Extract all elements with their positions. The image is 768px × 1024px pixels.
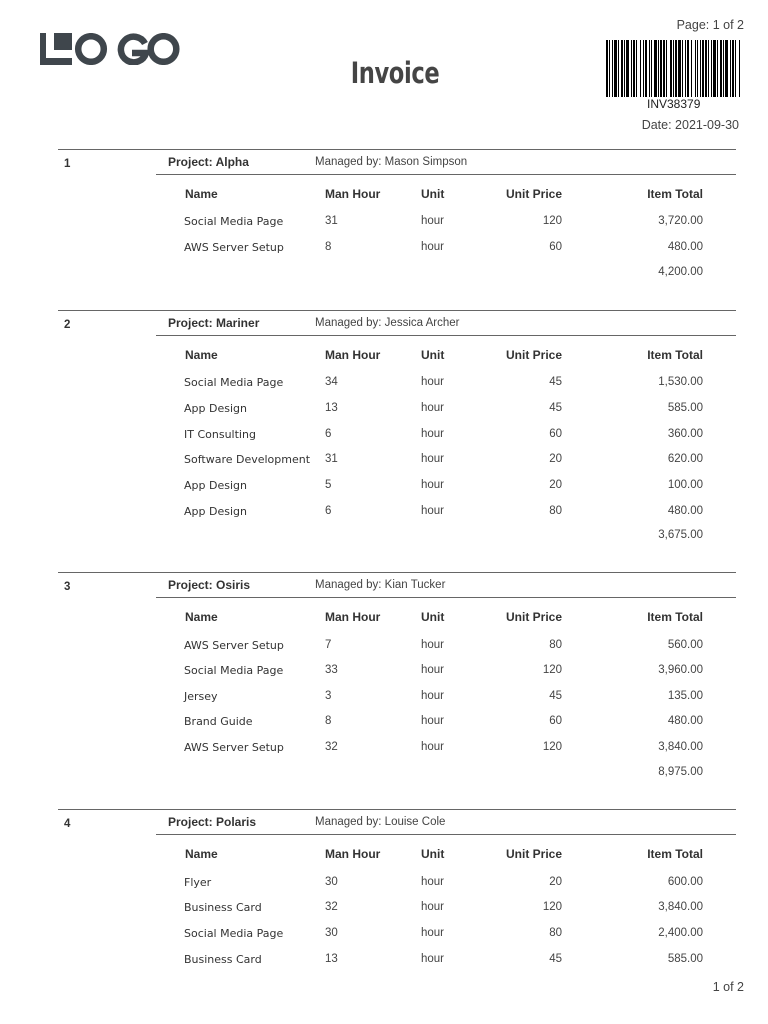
item-unit: hour (421, 376, 445, 388)
item-name: Flyer (184, 876, 212, 889)
project-name: Project: Mariner (168, 316, 260, 330)
item-total: 585.00 (667, 402, 703, 414)
item-unit: hour (421, 428, 445, 440)
page-indicator: Page: 1 of 2 (676, 18, 744, 32)
item-unit: hour (421, 901, 445, 913)
item-man-hour: 32 (325, 901, 338, 913)
item-man-hour: 13 (325, 953, 338, 965)
item-unit-price: 20 (549, 479, 562, 491)
item-name: AWS Server Setup (184, 741, 284, 754)
header-divider (156, 597, 736, 598)
item-total: 480.00 (667, 505, 703, 517)
item-man-hour: 13 (325, 402, 338, 414)
project-subtotal: 4,200.00 (658, 266, 703, 278)
document-title: Invoice (350, 56, 440, 90)
section-divider (58, 572, 736, 573)
item-unit-price: 45 (549, 690, 562, 702)
item-unit: hour (421, 215, 445, 227)
item-total: 480.00 (667, 241, 703, 253)
item-unit-price: 120 (542, 901, 562, 913)
col-header-unit: Unit (421, 187, 445, 201)
col-header-unit-price: Unit Price (505, 847, 562, 861)
item-unit: hour (421, 664, 445, 676)
item-man-hour: 8 (325, 241, 332, 253)
project-name: Project: Osiris (168, 578, 251, 592)
item-unit-price: 45 (549, 953, 562, 965)
item-name: IT Consulting (184, 428, 256, 441)
item-name: Software Development (184, 453, 311, 466)
item-unit: hour (421, 402, 445, 414)
item-unit-price: 60 (549, 241, 562, 253)
item-total: 620.00 (667, 453, 703, 465)
item-total: 3,840.00 (658, 741, 703, 753)
item-man-hour: 31 (325, 453, 338, 465)
footer-page-indicator: 1 of 2 (712, 980, 744, 994)
item-name: App Design (184, 505, 247, 518)
item-total: 600.00 (667, 876, 703, 888)
item-name: Brand Guide (184, 715, 253, 728)
item-man-hour: 5 (325, 479, 332, 491)
item-man-hour: 8 (325, 715, 332, 727)
col-header-item-total: Item Total (647, 847, 703, 861)
item-unit: hour (421, 690, 445, 702)
item-name: AWS Server Setup (184, 241, 284, 254)
item-unit: hour (421, 741, 445, 753)
item-man-hour: 7 (325, 639, 332, 651)
col-header-man-hour: Man Hour (325, 348, 381, 362)
barcode (606, 40, 742, 97)
item-total: 360.00 (667, 428, 703, 440)
item-total: 100.00 (667, 479, 703, 491)
col-header-item-total: Item Total (647, 348, 703, 362)
item-name: Social Media Page (184, 927, 284, 940)
col-header-name: Name (185, 187, 218, 201)
item-unit: hour (421, 505, 445, 517)
project-number: 3 (64, 581, 71, 593)
item-unit: hour (421, 479, 445, 491)
item-total: 135.00 (667, 690, 703, 702)
item-name: Business Card (184, 901, 262, 914)
item-name: Social Media Page (184, 664, 284, 677)
col-header-man-hour: Man Hour (325, 847, 381, 861)
item-name: Business Card (184, 953, 262, 966)
section-divider (58, 149, 736, 150)
item-name: Social Media Page (184, 376, 284, 389)
col-header-unit-price: Unit Price (505, 348, 562, 362)
item-man-hour: 6 (325, 505, 332, 517)
col-header-unit: Unit (421, 610, 445, 624)
item-unit: hour (421, 241, 445, 253)
project-manager: Managed by: Louise Cole (315, 816, 446, 828)
item-unit-price: 20 (549, 876, 562, 888)
item-total: 2,400.00 (658, 927, 703, 939)
item-unit-price: 120 (542, 741, 562, 753)
item-unit-price: 120 (542, 215, 562, 227)
item-unit: hour (421, 639, 445, 651)
project-manager: Managed by: Kian Tucker (315, 579, 446, 591)
item-name: Social Media Page (184, 215, 284, 228)
item-unit-price: 60 (549, 715, 562, 727)
col-header-unit-price: Unit Price (505, 187, 562, 201)
item-total: 3,960.00 (658, 664, 703, 676)
item-name: App Design (184, 479, 247, 492)
item-unit-price: 120 (542, 664, 562, 676)
item-name: AWS Server Setup (184, 639, 284, 652)
col-header-item-total: Item Total (647, 187, 703, 201)
item-unit-price: 60 (549, 428, 562, 440)
item-total: 480.00 (667, 715, 703, 727)
item-man-hour: 33 (325, 664, 338, 676)
item-man-hour: 3 (325, 690, 332, 702)
col-header-man-hour: Man Hour (325, 187, 381, 201)
project-number: 4 (64, 818, 71, 830)
col-header-man-hour: Man Hour (325, 610, 381, 624)
item-unit: hour (421, 876, 445, 888)
project-subtotal: 3,675.00 (658, 529, 703, 541)
col-header-name: Name (185, 348, 218, 362)
col-header-name: Name (185, 610, 218, 624)
col-header-item-total: Item Total (647, 610, 703, 624)
project-manager: Managed by: Jessica Archer (315, 317, 460, 329)
col-header-name: Name (185, 847, 218, 861)
item-man-hour: 31 (325, 215, 338, 227)
item-name: App Design (184, 402, 247, 415)
item-total: 3,840.00 (658, 901, 703, 913)
col-header-unit: Unit (421, 348, 445, 362)
item-man-hour: 30 (325, 876, 338, 888)
item-man-hour: 6 (325, 428, 332, 440)
item-unit-price: 80 (549, 505, 562, 517)
item-unit: hour (421, 715, 445, 727)
project-name: Project: Polaris (168, 815, 257, 829)
item-name: Jersey (184, 690, 218, 703)
header-divider (156, 174, 736, 175)
header-divider (156, 335, 736, 336)
item-unit-price: 45 (549, 402, 562, 414)
invoice-number: INV38379 (647, 97, 701, 111)
item-unit: hour (421, 453, 445, 465)
item-total: 585.00 (667, 953, 703, 965)
item-man-hour: 34 (325, 376, 338, 388)
item-unit-price: 45 (549, 376, 562, 388)
section-divider (58, 310, 736, 311)
item-total: 1,530.00 (658, 376, 703, 388)
col-header-unit-price: Unit Price (505, 610, 562, 624)
project-number: 2 (64, 319, 71, 331)
item-total: 560.00 (667, 639, 703, 651)
header-divider (156, 834, 736, 835)
project-name: Project: Alpha (168, 155, 249, 169)
item-unit: hour (421, 927, 445, 939)
item-unit-price: 80 (549, 927, 562, 939)
item-unit: hour (421, 953, 445, 965)
item-man-hour: 32 (325, 741, 338, 753)
col-header-unit: Unit (421, 847, 445, 861)
invoice-date: Date: 2021-09-30 (641, 118, 739, 132)
project-manager: Managed by: Mason Simpson (315, 156, 468, 168)
project-number: 1 (64, 158, 71, 170)
item-man-hour: 30 (325, 927, 338, 939)
project-subtotal: 8,975.00 (658, 766, 703, 778)
item-total: 3,720.00 (658, 215, 703, 227)
section-divider (58, 809, 736, 810)
item-unit-price: 80 (549, 639, 562, 651)
item-unit-price: 20 (549, 453, 562, 465)
